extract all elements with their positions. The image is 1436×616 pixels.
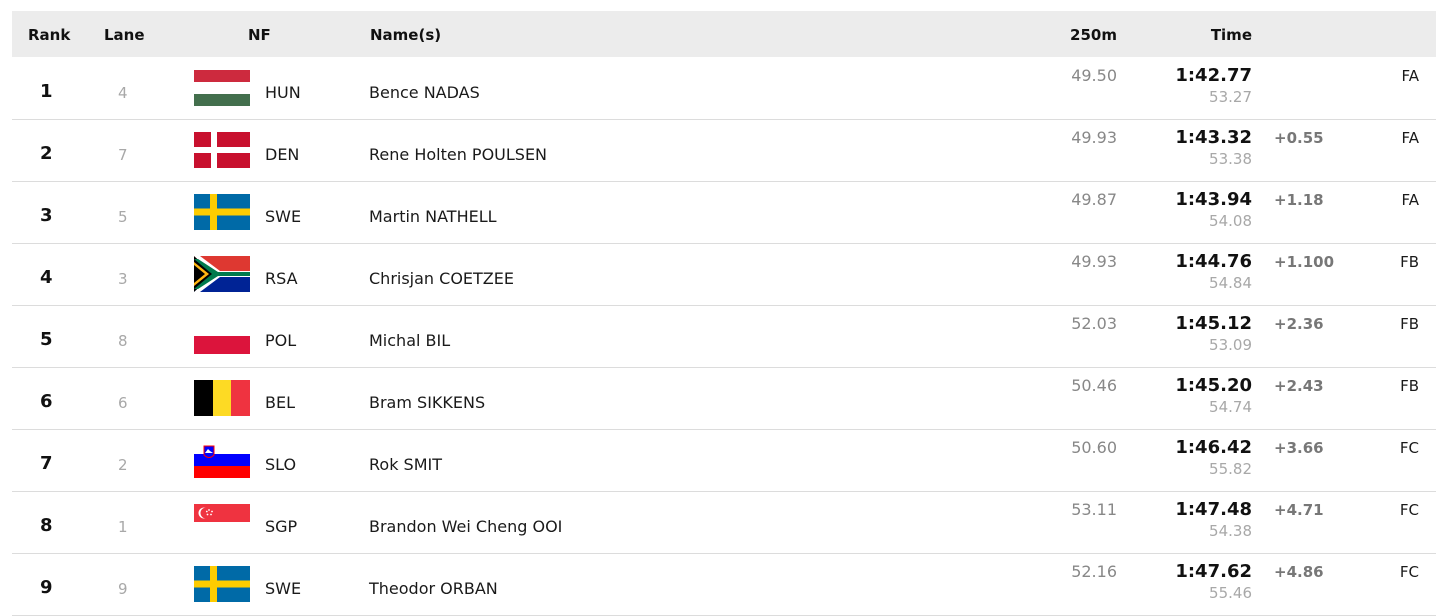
time-cell: 1:45.12 <box>1175 313 1252 334</box>
nf-code-cell: SLO <box>265 455 297 474</box>
time-behind-cell: +2.43 <box>1274 377 1324 395</box>
split-250m-cell: 50.46 <box>1071 376 1117 395</box>
qualification-cell: FA <box>1401 191 1419 209</box>
rank-cell: 3 <box>40 205 53 226</box>
time-behind-cell: +1.18 <box>1274 191 1324 209</box>
slovenia-flag-icon <box>194 442 250 478</box>
athlete-name-cell[interactable]: Bence NADAS <box>369 83 480 102</box>
time-cell: 1:43.94 <box>1175 189 1252 210</box>
time-behind-cell: +4.71 <box>1274 501 1324 519</box>
lane-cell: 4 <box>118 84 128 102</box>
athlete-name-cell[interactable]: Martin NATHELL <box>369 207 497 226</box>
athlete-name-cell[interactable]: Theodor ORBAN <box>369 579 498 598</box>
hungary-flag-icon <box>194 70 250 106</box>
split-second-half-cell: 53.27 <box>1209 88 1252 106</box>
qualification-cell: FA <box>1401 67 1419 85</box>
nf-code-cell: SGP <box>265 517 298 536</box>
col-nf-header[interactable]: NF <box>248 26 271 44</box>
split-250m-cell: 52.16 <box>1071 562 1117 581</box>
split-250m-cell: 52.03 <box>1071 314 1117 333</box>
athlete-name-cell[interactable]: Rok SMIT <box>369 455 442 474</box>
qualification-cell: FC <box>1399 563 1419 581</box>
nf-code-cell: SWE <box>265 579 302 598</box>
belgium-flag-icon <box>194 380 250 416</box>
time-cell: 1:47.62 <box>1175 561 1252 582</box>
athlete-name-cell[interactable]: Brandon Wei Cheng OOI <box>369 517 563 536</box>
table-row[interactable] <box>12 57 1436 120</box>
table-row[interactable] <box>12 181 1436 244</box>
lane-cell: 1 <box>118 518 128 536</box>
athlete-name-cell[interactable]: Rene Holten POULSEN <box>369 145 548 164</box>
rank-cell: 4 <box>40 267 53 288</box>
singapore-flag-icon <box>194 504 250 540</box>
split-second-half-cell: 54.84 <box>1209 274 1252 292</box>
rank-cell: 1 <box>40 81 53 102</box>
table-row[interactable] <box>12 429 1436 492</box>
athlete-name-cell[interactable]: Michal BIL <box>369 331 451 350</box>
col-lane-header[interactable]: Lane <box>104 26 145 44</box>
nf-code-cell: DEN <box>265 145 300 164</box>
time-cell: 1:44.76 <box>1175 251 1252 272</box>
nf-code-cell: SWE <box>265 207 302 226</box>
rank-cell: 8 <box>40 515 53 536</box>
south-africa-flag-icon <box>194 256 250 292</box>
qualification-cell: FB <box>1400 253 1419 271</box>
split-250m-cell: 49.93 <box>1071 128 1117 147</box>
rank-cell: 9 <box>40 577 53 598</box>
athlete-name-cell[interactable]: Chrisjan COETZEE <box>369 269 514 288</box>
split-250m-cell: 50.60 <box>1071 438 1117 457</box>
rank-cell: 2 <box>40 143 53 164</box>
split-second-half-cell: 53.38 <box>1209 150 1252 168</box>
time-behind-cell: +4.86 <box>1274 563 1324 581</box>
col-rank-header[interactable]: Rank <box>28 26 71 44</box>
table-row[interactable] <box>12 305 1436 368</box>
time-cell: 1:42.77 <box>1175 65 1252 86</box>
lane-cell: 7 <box>118 146 128 164</box>
sweden-flag-icon <box>194 566 250 602</box>
col-name-header[interactable]: Name(s) <box>370 26 442 44</box>
split-250m-cell: 49.87 <box>1071 190 1117 209</box>
nf-code-cell: POL <box>265 331 297 350</box>
denmark-flag-icon <box>194 132 250 168</box>
qualification-cell: FB <box>1400 377 1419 395</box>
lane-cell: 9 <box>118 580 128 598</box>
rank-cell: 5 <box>40 329 53 350</box>
table-row[interactable] <box>12 367 1436 430</box>
athlete-name-cell[interactable]: Bram SIKKENS <box>369 393 486 412</box>
nf-code-cell: HUN <box>265 83 301 102</box>
split-250m-cell: 53.11 <box>1071 500 1117 519</box>
rank-cell: 7 <box>40 453 53 474</box>
split-second-half-cell: 54.74 <box>1209 398 1252 416</box>
time-behind-cell: +0.55 <box>1274 129 1324 147</box>
time-behind-cell: +3.66 <box>1274 439 1324 457</box>
split-second-half-cell: 54.08 <box>1209 212 1252 230</box>
split-250m-cell: 49.93 <box>1071 252 1117 271</box>
col-split-header[interactable]: 250m <box>1070 26 1117 44</box>
lane-cell: 5 <box>118 208 128 226</box>
nf-code-cell: BEL <box>265 393 295 412</box>
split-second-half-cell: 54.38 <box>1209 522 1252 540</box>
lane-cell: 3 <box>118 270 128 288</box>
sweden-flag-icon <box>194 194 250 230</box>
time-behind-cell: +1.100 <box>1274 253 1335 271</box>
qualification-cell: FC <box>1399 501 1419 519</box>
time-cell: 1:45.20 <box>1175 375 1252 396</box>
lane-cell: 8 <box>118 332 128 350</box>
qualification-cell: FB <box>1400 315 1419 333</box>
qualification-cell: FC <box>1399 439 1419 457</box>
poland-flag-icon <box>194 318 250 354</box>
time-cell: 1:43.32 <box>1175 127 1252 148</box>
table-row[interactable] <box>12 119 1436 182</box>
table-row[interactable] <box>12 491 1436 554</box>
nf-code-cell: RSA <box>265 269 298 288</box>
rank-cell: 6 <box>40 391 53 412</box>
table-header <box>12 11 1436 57</box>
lane-cell: 2 <box>118 456 128 474</box>
split-second-half-cell: 55.46 <box>1209 584 1252 602</box>
table-row[interactable] <box>12 553 1436 616</box>
time-behind-cell: +2.36 <box>1274 315 1324 333</box>
time-cell: 1:47.48 <box>1175 499 1252 520</box>
split-250m-cell: 49.50 <box>1071 66 1117 85</box>
qualification-cell: FA <box>1401 129 1419 147</box>
time-cell: 1:46.42 <box>1175 437 1252 458</box>
table-row[interactable] <box>12 243 1436 306</box>
split-second-half-cell: 55.82 <box>1209 460 1252 478</box>
col-time-header[interactable]: Time <box>1210 26 1252 44</box>
lane-cell: 6 <box>118 394 128 412</box>
split-second-half-cell: 53.09 <box>1209 336 1252 354</box>
